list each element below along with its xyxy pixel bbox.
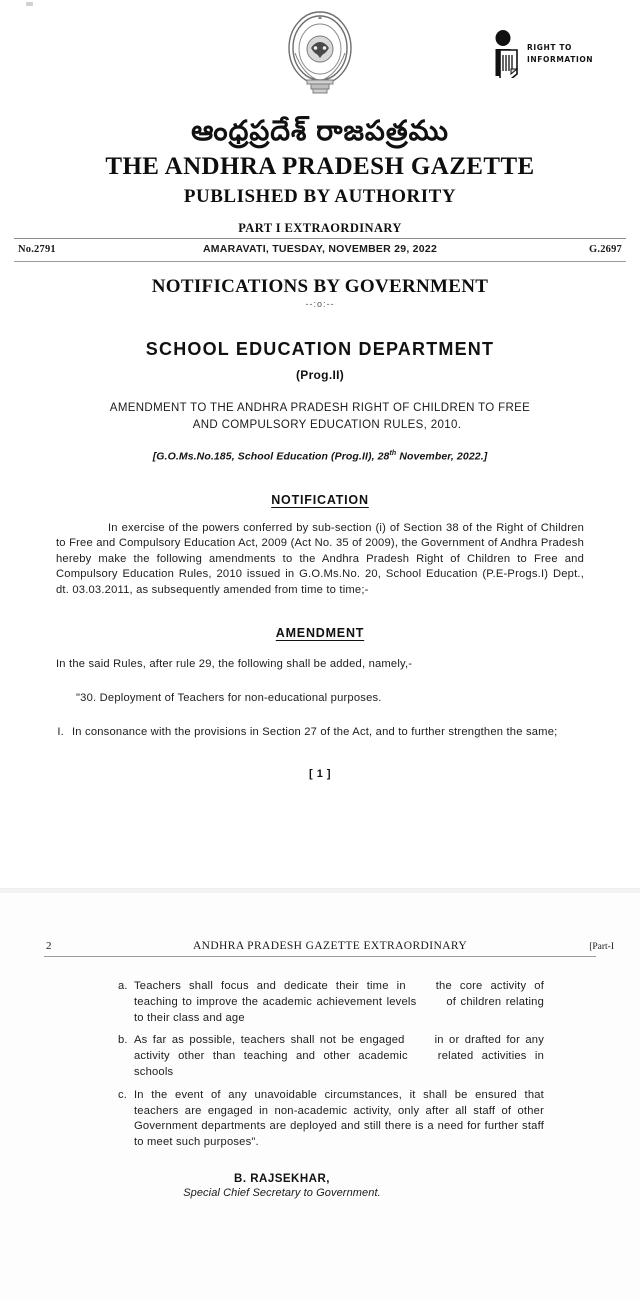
scan-artifact-speck <box>26 2 33 6</box>
amendment-intro: In the said Rules, after rule 29, the following shall be added, namely,- <box>56 658 413 671</box>
page-two-part-marker: [Part-I <box>589 942 614 952</box>
subject-line-2: AND COMPULSORY EDUCATION RULES, 2010. <box>192 419 462 431</box>
ornament-divider: --:o:-- <box>305 299 335 309</box>
published-by-authority: PUBLISHED BY AUTHORITY <box>183 186 457 207</box>
list-item-text-post: in or drafted for any activity other than teaching and other academic <box>134 1034 544 1063</box>
signature-block <box>0 1173 640 1199</box>
go-reference-post: November, 2022.] <box>396 450 488 463</box>
page-one-number: [ 1 ] <box>308 768 332 781</box>
amendment-sub-clauses <box>118 979 544 1151</box>
rti-person-document-icon <box>492 30 522 78</box>
andhra-pradesh-emblem-icon <box>283 8 357 104</box>
issue-number: No.2791 <box>18 244 56 255</box>
list-item <box>118 979 544 1026</box>
rti-text-line2: INFORMATION <box>527 55 594 64</box>
masthead <box>0 0 640 112</box>
telugu-gazette-title: ఆంధ్రప్రదేశ్ రాజపత్రము <box>191 115 449 146</box>
issue-info-row <box>0 239 640 259</box>
list-item-text-post: the core activity of teaching to improve the academic achievement levels <box>134 980 544 1008</box>
rule-30-title: "30. Deployment of Teachers for non-educational purposes. <box>76 692 382 705</box>
gazette-title: THE ANDHRA PRADESH GAZETTE <box>105 153 535 180</box>
list-item-text-tail: of children relating to their class and age <box>134 995 545 1024</box>
go-reference <box>0 450 640 463</box>
page-two-running-title: ANDHRA PRADESH GAZETTE EXTRAORDINARY <box>192 940 468 952</box>
notifications-by-government-heading: NOTIFICATIONS BY GOVERNMENT <box>151 276 489 297</box>
list-item-text <box>134 1088 544 1151</box>
rti-text-line1: RIGHT TO <box>527 43 573 52</box>
clause-i-marker: I. <box>57 726 64 739</box>
page-two-number: 2 <box>46 940 52 952</box>
list-item-text-pre: Teachers shall focus and dedicate their time in <box>134 980 406 992</box>
clause-i-text: In consonance with the provisions in Section 27 of the Act, and to further strengthen the same; <box>72 726 558 739</box>
list-item-marker: a. <box>118 980 128 992</box>
list-item-text <box>134 1033 544 1080</box>
notification-body-text: In exercise of the powers conferred by sub-section (i) of Section 38 of the Right of Children to Free and Compulsory Education Act, 2009 (Act No. 35 of 2009), the Government of Andhra Pradesh hereby make the following amendments to the Andhra Pradesh Right of Children to Free and Compulsory Education Rules, 2010 issued in G.O.Ms.No. 20, School Education (P.E-Progs.I) Dept., dt. 03.03.2011, as subsequently amended from time to time;- <box>56 521 584 596</box>
signatory-name: B. RAJSEKHAR, <box>234 1172 330 1185</box>
go-reference-ordinal: th <box>389 450 397 457</box>
page-two-header-rule <box>44 956 596 957</box>
right-to-information-logo <box>492 28 614 80</box>
gazette-page-two <box>0 893 640 1299</box>
part-extraordinary-label: PART I EXTRAORDINARY <box>238 221 402 235</box>
list-item-text-pre: In the event of any unavoidable circumstances, it shall be ensured that teachers are engaged in non-academic activity, only after all staff of other Government departments are deployed and still there is a need for further staff to meet such purposes". <box>134 1088 544 1149</box>
department-wing: (Prog.II) <box>295 368 345 382</box>
amendment-heading: AMENDMENT <box>275 626 365 641</box>
list-item <box>118 1033 544 1080</box>
subject-line-1: AMENDMENT TO THE ANDHRA PRADESH RIGHT OF CHILDREN TO FREE <box>109 402 531 414</box>
list-item-marker: c. <box>118 1088 128 1101</box>
clause-i <box>46 724 584 740</box>
list-item <box>118 1088 544 1151</box>
go-reference-pre: [G.O.Ms.No.185, School Education (Prog.II), 28 <box>152 450 390 463</box>
list-item-text <box>134 979 544 1026</box>
page-two-running-header <box>0 893 640 952</box>
signatory-designation: Special Chief Secretary to Government. <box>183 1186 381 1199</box>
notification-heading: NOTIFICATION <box>271 492 369 507</box>
list-item-text-pre: As far as possible, teachers shall not be engaged <box>134 1034 405 1047</box>
issue-code: G.2697 <box>589 244 622 255</box>
notification-body <box>56 521 584 599</box>
issue-place-date: AMARAVATI, TUESDAY, NOVEMBER 29, 2022 <box>202 243 438 255</box>
subject-block <box>44 400 596 434</box>
department-name: SCHOOL EDUCATION DEPARTMENT <box>145 339 495 359</box>
rti-logo-text <box>527 42 593 66</box>
masthead-rule-bottom <box>14 261 626 262</box>
list-item-text-tail: related activities in schools <box>134 1050 545 1078</box>
list-item-marker: b. <box>118 1034 128 1047</box>
